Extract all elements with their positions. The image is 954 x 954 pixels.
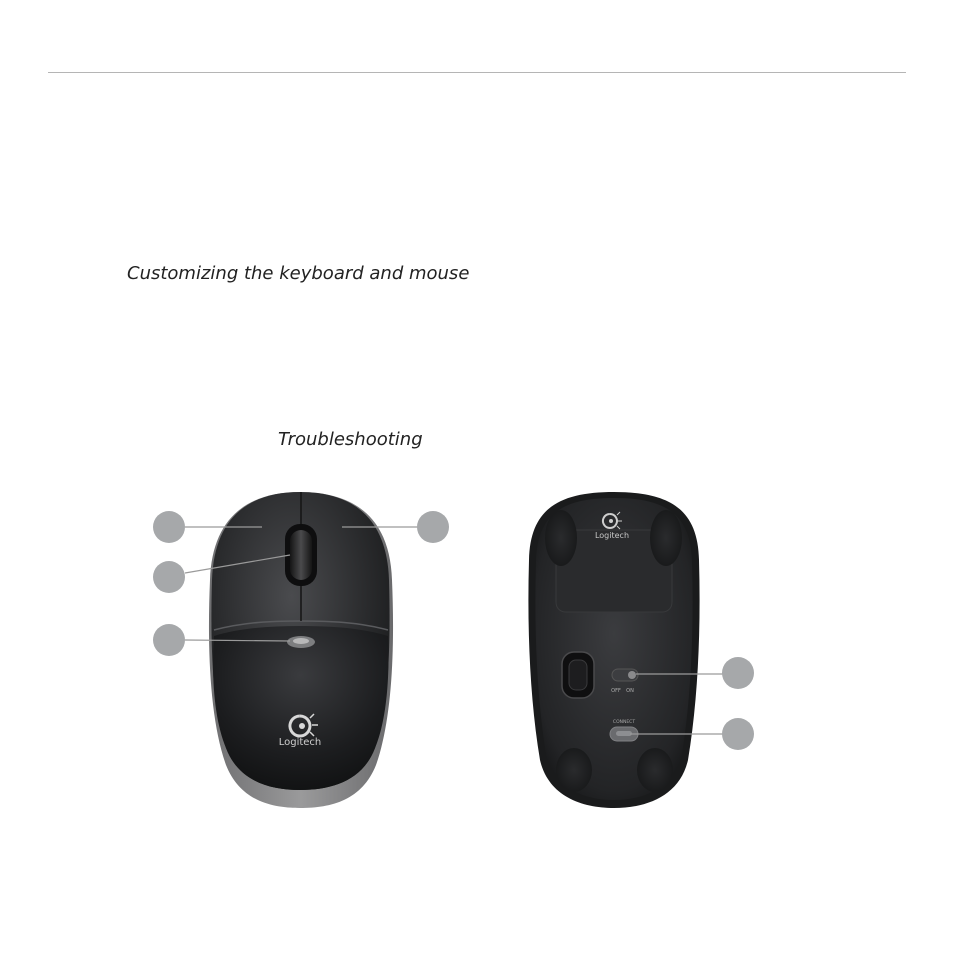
callout-connect-button <box>722 718 754 750</box>
scroll-wheel <box>290 530 312 580</box>
mouse-foot-bottom-left <box>556 748 592 792</box>
mouse-bottom-logo-text: Logitech <box>594 531 630 540</box>
mouse-top-view <box>209 492 393 808</box>
mouse-bottom-view <box>528 492 699 808</box>
callout-left-button <box>153 511 185 543</box>
mouse-foot-bottom-right <box>637 748 673 792</box>
mouse-top-logo-text: Logitech <box>278 737 322 748</box>
mouse-foot-top-right <box>650 510 682 566</box>
callout-right-button <box>417 511 449 543</box>
callout-power-switch <box>722 657 754 689</box>
heading-troubleshooting: Troubleshooting <box>278 429 423 450</box>
connect-label: CONNECT <box>612 720 636 725</box>
mouse-palm <box>213 626 388 790</box>
callout-battery-led <box>153 624 185 656</box>
mouse-foot-top-left <box>545 510 577 566</box>
callout-scroll-wheel <box>153 561 185 593</box>
heading-customizing: Customizing the keyboard and mouse <box>127 263 470 284</box>
switch-on-label: ON <box>626 688 634 694</box>
switch-off-label: OFF <box>611 688 621 694</box>
